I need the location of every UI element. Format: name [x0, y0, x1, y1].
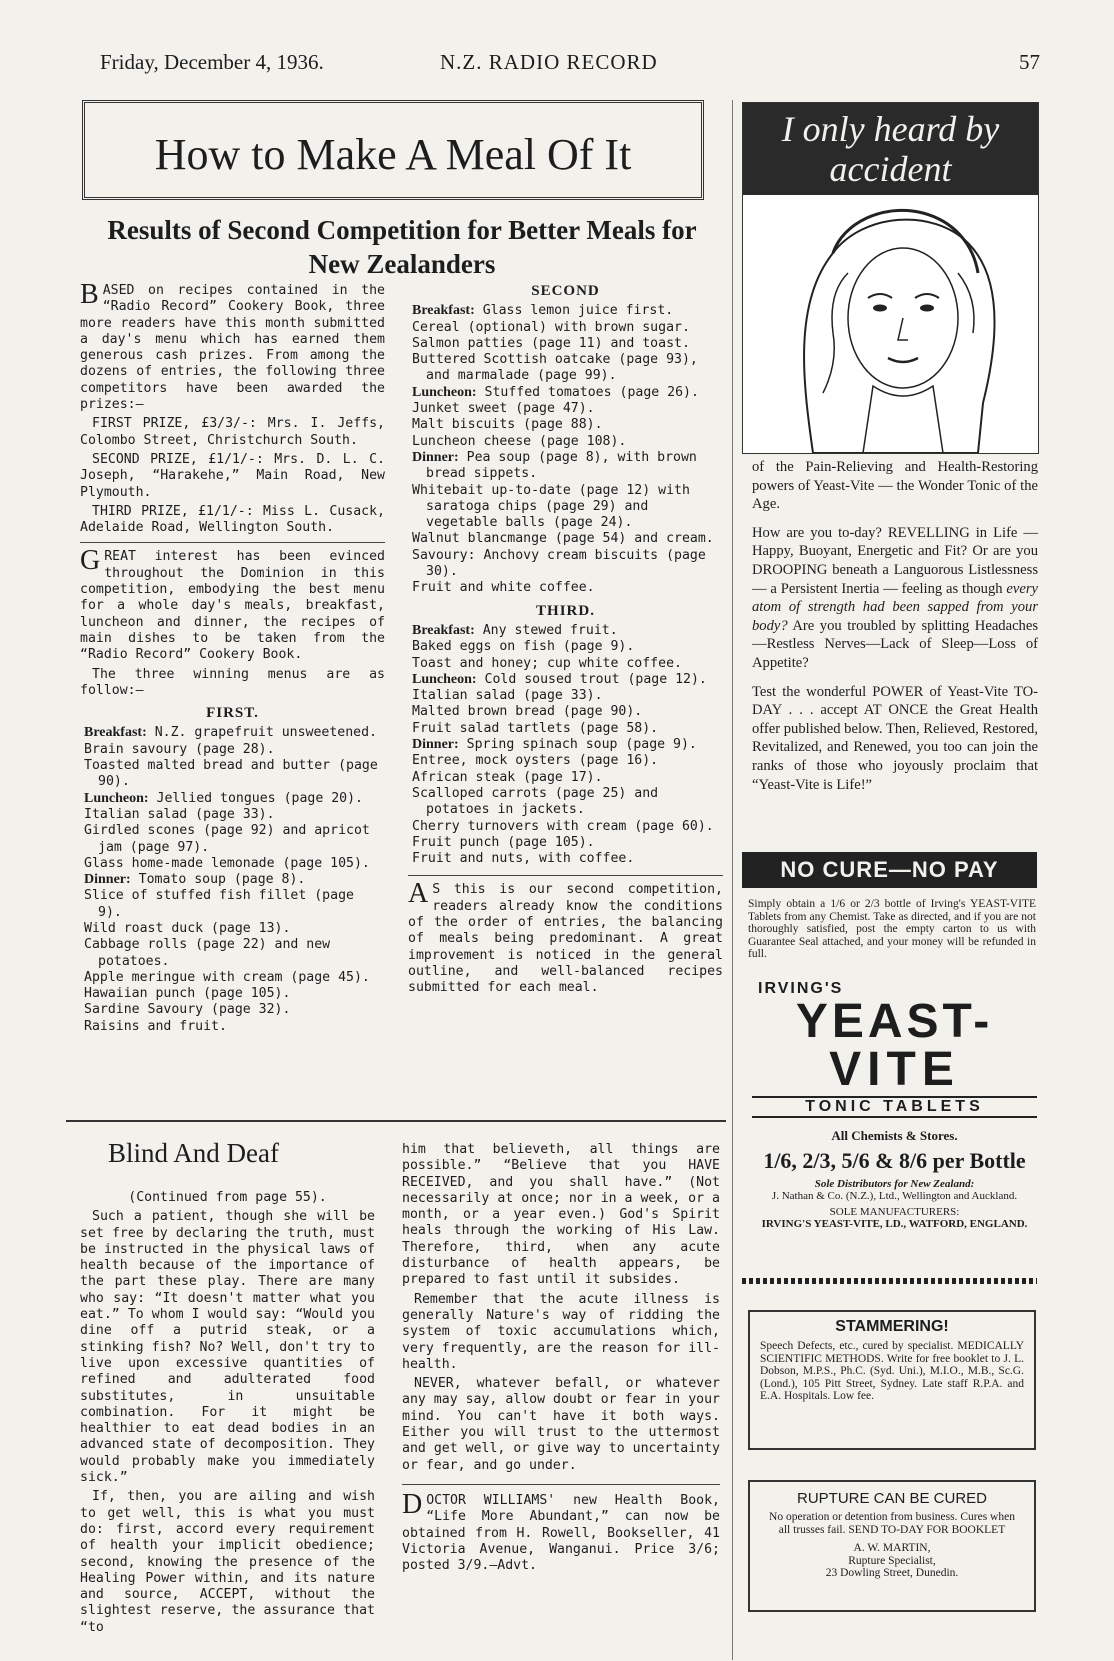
menu-line: Raisins and fruit. — [84, 1018, 227, 1034]
manufacturer-label: SOLE MANUFACTURERS: — [829, 1206, 960, 1218]
menu-line: Slice of stuffed fish fillet (page 9). — [84, 888, 354, 920]
rupture-name: A. W. MARTIN, — [853, 1542, 931, 1554]
yeast-vite-illustration — [742, 102, 1039, 454]
blind-deaf-column-2 — [402, 1142, 720, 1577]
menu-line: Buttered Scottish oatcake (page 93), and marmalade (page 99). — [412, 352, 698, 384]
menu-line: Hawaiian punch (page 105). — [84, 986, 291, 1002]
masthead — [100, 50, 1040, 80]
rupture-body: No operation or detention from business. Cures when all trusses fail. SEND TO-DAY FOR BOOKLET — [769, 1511, 1015, 1536]
winning-menus-intro: The three winning menus are as follow:— — [80, 666, 385, 698]
article-column-2 — [408, 283, 723, 999]
menu-line: Salmon patties (page 11) and toast. — [412, 335, 690, 351]
menu-line: Breakfast: Glass lemon juice first. — [412, 303, 674, 319]
section-divider — [66, 1120, 726, 1122]
menu-line: Italian salad (page 33). — [412, 688, 603, 704]
divider — [402, 1484, 720, 1485]
menu-line: Wild roast duck (page 13). — [84, 920, 291, 936]
blind-deaf-column-1 — [80, 1190, 375, 1639]
menu-line: Savoury: Anchovy cream biscuits (page 30). — [412, 547, 706, 580]
menu-line: Luncheon cheese (page 108). — [412, 433, 627, 449]
manufacturer-name: IRVING'S YEAST-VITE, LD., WATFORD, ENGLAND. — [761, 1218, 1028, 1230]
drop-cap: G — [80, 545, 101, 577]
page-number: 57 — [1019, 50, 1040, 74]
column-divider — [732, 100, 733, 1660]
yeast-vite-brand — [752, 980, 1037, 1230]
third-prize: THIRD PRIZE, £1/1/-: Miss L. Cusack, Adelaide Road, Wellington South. — [80, 503, 385, 536]
first-prize: FIRST PRIZE, £3/3/-: Mrs. I. Jeffs, Colombo Street, Christchurch South. — [80, 416, 385, 448]
brand-line-1: YEAST- — [795, 995, 994, 1048]
menu-line: Cereal (optional) with brown sugar. — [412, 319, 690, 335]
brand-line-2: VITE — [829, 1043, 960, 1096]
menu-line: Malt biscuits (page 88). — [412, 417, 603, 433]
menu-line: Breakfast: N.Z. grapefruit unsweetened. — [84, 725, 377, 741]
menu-line: Apple meringue with cream (page 45). — [84, 969, 370, 985]
menu-line: Dinner: Spring spinach soup (page 9). — [412, 737, 697, 753]
body-paragraph: Such a patient, though she will be set free by declaring the truth, must be instructed in the physical laws of health because of the importance of the part these play. There are many who say: “It doesn't matter what you eat.” To whom I would say: “Would you dine off a putrid steak, or a stinking fish? No? Well, don't try to live upon excessive quantities of refined and adulterated food substitutes, in unsuitable combination. For it might be healthier to eat dead bodies in an advanced state of decomposition. They would probably make you immediately sick.” — [80, 1209, 375, 1486]
menu-line: Italian salad (page 33). — [84, 806, 275, 822]
doctor-williams-advert: OCTOR WILLIAMS' new Health Book, “Life More Abundant,” can now be obtained from H. Rowell, Bookseller, 41 Victoria Avenue, Wanganui. Price 3/6; posted 3/9.—Advt. — [402, 1492, 720, 1574]
third-menu-heading: THIRD. — [536, 602, 595, 619]
menu-line: Cherry turnovers with cream (page 60). — [412, 818, 714, 834]
stammering-body: Speech Defects, etc., cured by specialist. MEDICALLY SCIENTIFIC METHODS. Write for free booklet to J. L. Dobson, M.P.S., Ph.C. (Syd. Uni.), M.I.O., M.B., Sc.G. (Lond.), 105 Pitt Street, Sydney. Late staff R.P.A. and E.A. Hospitals. Low fee. — [760, 1340, 1024, 1402]
distributor-label: Sole Distributors for New Zealand: — [814, 1178, 975, 1190]
brand-top: IRVING'S — [758, 980, 844, 997]
body-paragraph: NEVER, whatever befall, or whatever any may say, allow doubt or fear in your mind. You can't have it both ways. Either you will trust to the uttermost and get well, or give way to uncertainty or fear, and go under. — [402, 1376, 720, 1473]
body-paragraph: If, then, you are ailing and wish to get well, this is what you must do: first, accord every requirement of health your implicit obedience; second, knowing the presence of the Healing Power within, and its nature and source, ACCEPT, without the slightest reserve, the assurance that “to — [80, 1489, 375, 1635]
article-title: How to Make A Meal Of It — [154, 130, 632, 179]
article-column-1 — [80, 279, 385, 1035]
menu-line: Fruit and nuts, with coffee. — [412, 851, 635, 867]
menu-line: Sardine Savoury (page 32). — [84, 1002, 291, 1018]
second-prize: SECOND PRIZE, £1/1/-: Mrs. D. L. C. Joseph, “Harakehe,” Main Road, New Plymouth. — [80, 451, 385, 500]
continued-note: (Continued from page 55). — [128, 1190, 327, 1205]
article-title-box — [82, 100, 704, 200]
stammering-ad — [748, 1310, 1036, 1450]
menu-line: Glass home-made lemonade (page 105). — [84, 855, 370, 871]
intro-paragraph: ASED on recipes contained in the “Radio Record” Cookery Book, three more readers have this month submitted a day's menu which has earned them generous cash prizes. From among the dozens of entries, the following three competitors have been awarded the prizes:— — [80, 283, 385, 413]
body-paragraph: Remember that the acute illness is generally Nature's way of ridding the system of toxic accumulations which, very frequently, are the reason for ill-health. — [402, 1291, 720, 1372]
first-menu-heading: FIRST. — [206, 705, 259, 722]
stores-line: All Chemists & Stores. — [831, 1128, 958, 1143]
article-subtitle: Results of Second Competition for Better Meals for New Zealanders — [107, 215, 697, 279]
second-menu-heading: SECOND — [531, 283, 600, 299]
menu-line: Fruit and white coffee. — [412, 580, 595, 596]
menu-line: Toast and honey; cup white coffee. — [412, 655, 682, 671]
brand-subtitle: TONIC TABLETS — [752, 1096, 1037, 1118]
menu-line: Luncheon: Jellied tongues (page 20). — [84, 790, 363, 806]
menu-line: Girdled scones (page 92) and apricot jam (page 97). — [84, 823, 370, 855]
ad-border-strip — [742, 1278, 1037, 1284]
woman-portrait-icon — [743, 103, 1038, 453]
stammering-title: STAMMERING! — [835, 1318, 949, 1335]
interest-paragraph: REAT interest has been evinced throughout the Dominion in this competition, embodying the best menu for a whole day's meals, breakfast, luncheon and dinner, the recipes of main dishes to be taken from the “Radio Record” Cookery Book. — [80, 549, 385, 663]
ad-paragraph: Test the wonderful POWER of Yeast-Vite TO-DAY . . . accept AT ONCE the Great Health offer published below. Then, Relieved, Restored, Revitalized, and Renewed, you too can join the ranks of those who joyously proclaim that “Yeast-Vite is Life!” — [752, 683, 1038, 793]
menu-line: Baked eggs on fish (page 9). — [412, 639, 635, 655]
rupture-role: Rupture Specialist, — [848, 1554, 936, 1567]
menu-line: Breakfast: Any stewed fruit. — [412, 622, 618, 638]
menu-line: Walnut blancmange (page 54) and cream. — [412, 531, 714, 547]
drop-cap: D — [402, 1488, 423, 1520]
menu-line: Cabbage rolls (page 22) and new potatoes. — [84, 937, 331, 969]
yeast-vite-copy — [752, 458, 1038, 804]
blind-deaf-title: Blind And Deaf — [108, 1138, 279, 1168]
divider — [80, 542, 385, 543]
menu-line: Scalloped carrots (page 25) and potatoes in jackets. — [412, 785, 659, 818]
no-cure-banner: NO CURE—NO PAY — [742, 852, 1037, 888]
publication-name: N.Z. RADIO RECORD — [440, 50, 658, 74]
menu-line: Whitebait up-to-date (page 12) with saratoga chips (page 29) and vegetable balls (page 24). — [412, 482, 690, 531]
menu-line: Luncheon: Cold soused trout (page 12). — [412, 671, 707, 687]
menu-line: African steak (page 17). — [412, 769, 603, 785]
issue-date: Friday, December 4, 1936. — [100, 50, 324, 74]
menu-line: Fruit salad tartlets (page 58). — [412, 720, 659, 736]
ad-paragraph: How are you to-day? REVELLING in Life — Happy, Buoyant, Energetic and Fit? Or are you DROOPING beneath a Languorous Listlessness — a Persistent Inertia — feeling as though every atom of strength had been sapped from your body? Are you troubled by splitting Headaches—Restless Nerves—Lack of Sleep—Loss of Appetite? — [752, 524, 1039, 671]
menu-line: Entree, mock oysters (page 16). — [412, 753, 659, 769]
rupture-title: RUPTURE CAN BE CURED — [796, 1490, 988, 1507]
drop-cap: A — [408, 878, 429, 910]
closing-paragraph: S this is our second competition, readers already know the conditions of the order of entries, the balancing of meals being predominant. A great improvement is noticed in the general outline, and well-balanced recipes submitted for each meal. — [408, 882, 723, 996]
divider — [408, 875, 723, 876]
menu-line: Luncheon: Stuffed tomatoes (page 26). — [412, 384, 699, 400]
menu-line: Fruit punch (page 105). — [412, 834, 595, 850]
ad-paragraph: of the Pain-Relieving and Health-Restoring powers of Yeast-Vite — the Wonder Tonic of the Age. — [752, 459, 1038, 513]
menu-line: Brain savoury (page 28). — [84, 741, 275, 757]
price-line: 1/6, 2/3, 5/6 & 8/6 per Bottle — [763, 1148, 1026, 1173]
menu-line: Junket sweet (page 47). — [412, 401, 595, 417]
rupture-ad — [748, 1480, 1036, 1612]
ad-headline: I only heard by accident — [781, 109, 1000, 189]
menu-line: Malted brown bread (page 90). — [412, 704, 643, 720]
menu-line: Dinner: Pea soup (page 8), with brown bread sippets. — [412, 449, 697, 482]
drop-cap: B — [80, 279, 99, 310]
rupture-address: 23 Dowling Street, Dunedin. — [825, 1567, 959, 1579]
distributor-name: J. Nathan & Co. (N.Z.), Ltd., Wellington and Auckland. — [771, 1190, 1018, 1202]
body-paragraph: him that believeth, all things are possible.” “Believe that you HAVE RECEIVED, and you shall have.” (Not necessarily at once; nor in a week, or a month, or a year even.) God's Spirit heals through the working of His Law. Therefore, third, when any acute disturbance of health appears, be prepared to fast until it subsides. — [402, 1142, 720, 1288]
menu-line: Dinner: Tomato soup (page 8). — [84, 872, 306, 888]
menu-line: Toasted malted bread and butter (page 90). — [84, 758, 378, 790]
guarantee-offer: Simply obtain a 1/6 or 2/3 bottle of Irving's YEAST-VITE Tablets from any Chemist. Take as directed, and if you are not thoroughly satisfied, post the empty carton to us with Guarantee Seal attached, and your money will be refunded in full. — [748, 898, 1036, 960]
